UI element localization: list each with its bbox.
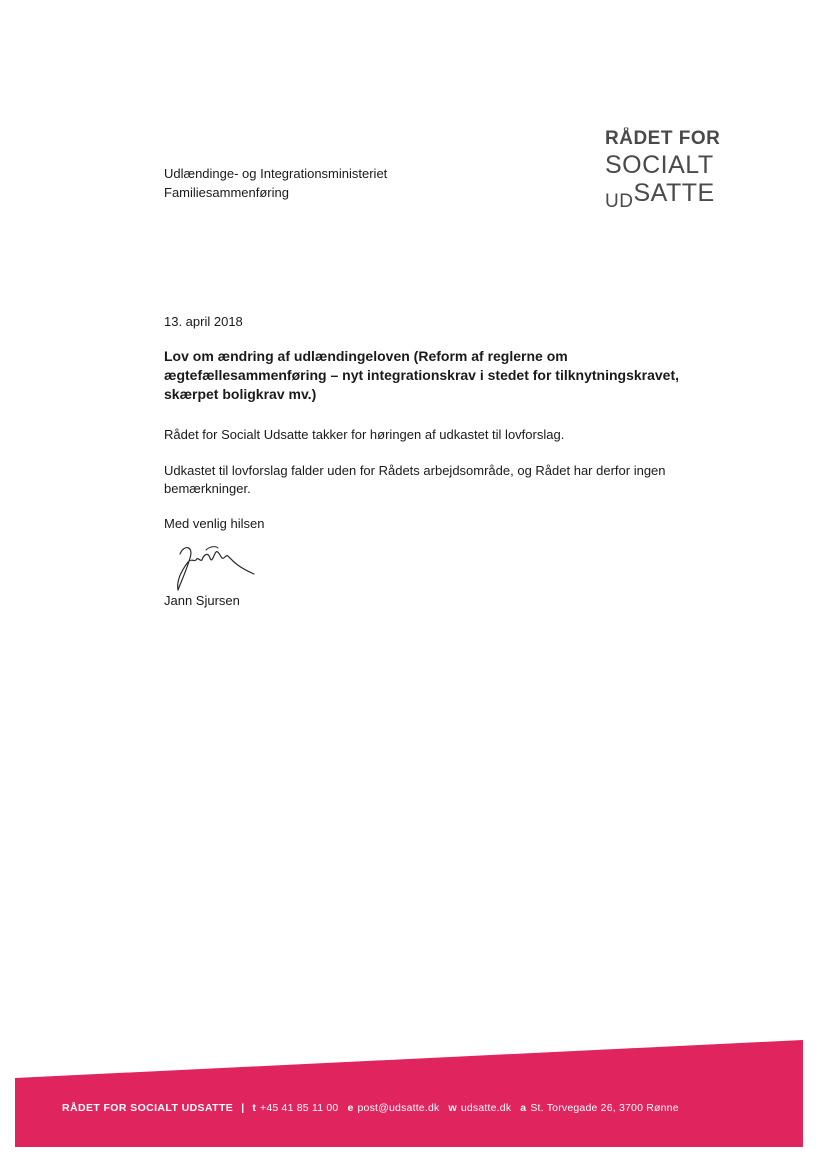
footer-separator: | <box>241 1102 245 1114</box>
logo-line-3-prefix: UD <box>605 191 634 212</box>
closing-salutation: Med venlig hilsen <box>164 516 265 531</box>
footer-phone: +45 41 85 11 00 <box>260 1102 339 1114</box>
body-paragraph: Rådet for Socialt Udsatte takker for høringen af udkastet til lovforslag. <box>164 427 565 442</box>
logo-line-3-rest: SATTE <box>633 179 715 207</box>
recipient-address <box>164 164 387 202</box>
logo-line-2: SOCIALT <box>605 151 714 179</box>
letter-date: 13. april 2018 <box>164 314 243 329</box>
body-paragraph: Udkastet til lovforslag falder uden for Rådets arbejdsområde, og Rådet har derfor ingen bemærkninger. <box>164 463 666 496</box>
footer-web-key: w <box>448 1102 457 1114</box>
footer-email: post@udsatte.dk <box>357 1102 440 1114</box>
footer-band <box>15 1040 803 1147</box>
recipient-department: Familiesammenføring <box>164 185 289 200</box>
recipient-ministry: Udlændinge- og Integrationsministeriet <box>164 166 388 181</box>
footer-address-key: a <box>520 1102 527 1114</box>
footer-address: St. Torvegade 26, 3700 Rønne <box>530 1102 679 1114</box>
footer-web: udsatte.dk <box>460 1102 512 1114</box>
footer-email-key: e <box>347 1102 354 1114</box>
signer-name: Jann Sjursen <box>164 593 240 608</box>
footer-background <box>15 1040 803 1147</box>
logo-line-3 <box>605 179 720 210</box>
letter-subject: Lov om ændring af udlændingeloven (Reform af reglerne om ægtefællesammenføring – nyt integrationskrav i stedet for tilknytningskravet, skærpet boligkrav mv.) <box>164 348 680 402</box>
handwritten-signature <box>170 540 262 592</box>
logo-line-1: RÅDET FOR <box>605 128 721 149</box>
organization-logo <box>605 128 720 210</box>
footer-phone-key: t <box>252 1102 257 1114</box>
footer-org-name: RÅDET FOR SOCIALT UDSATTE <box>62 1102 234 1114</box>
footer-contact-line <box>62 1102 679 1114</box>
